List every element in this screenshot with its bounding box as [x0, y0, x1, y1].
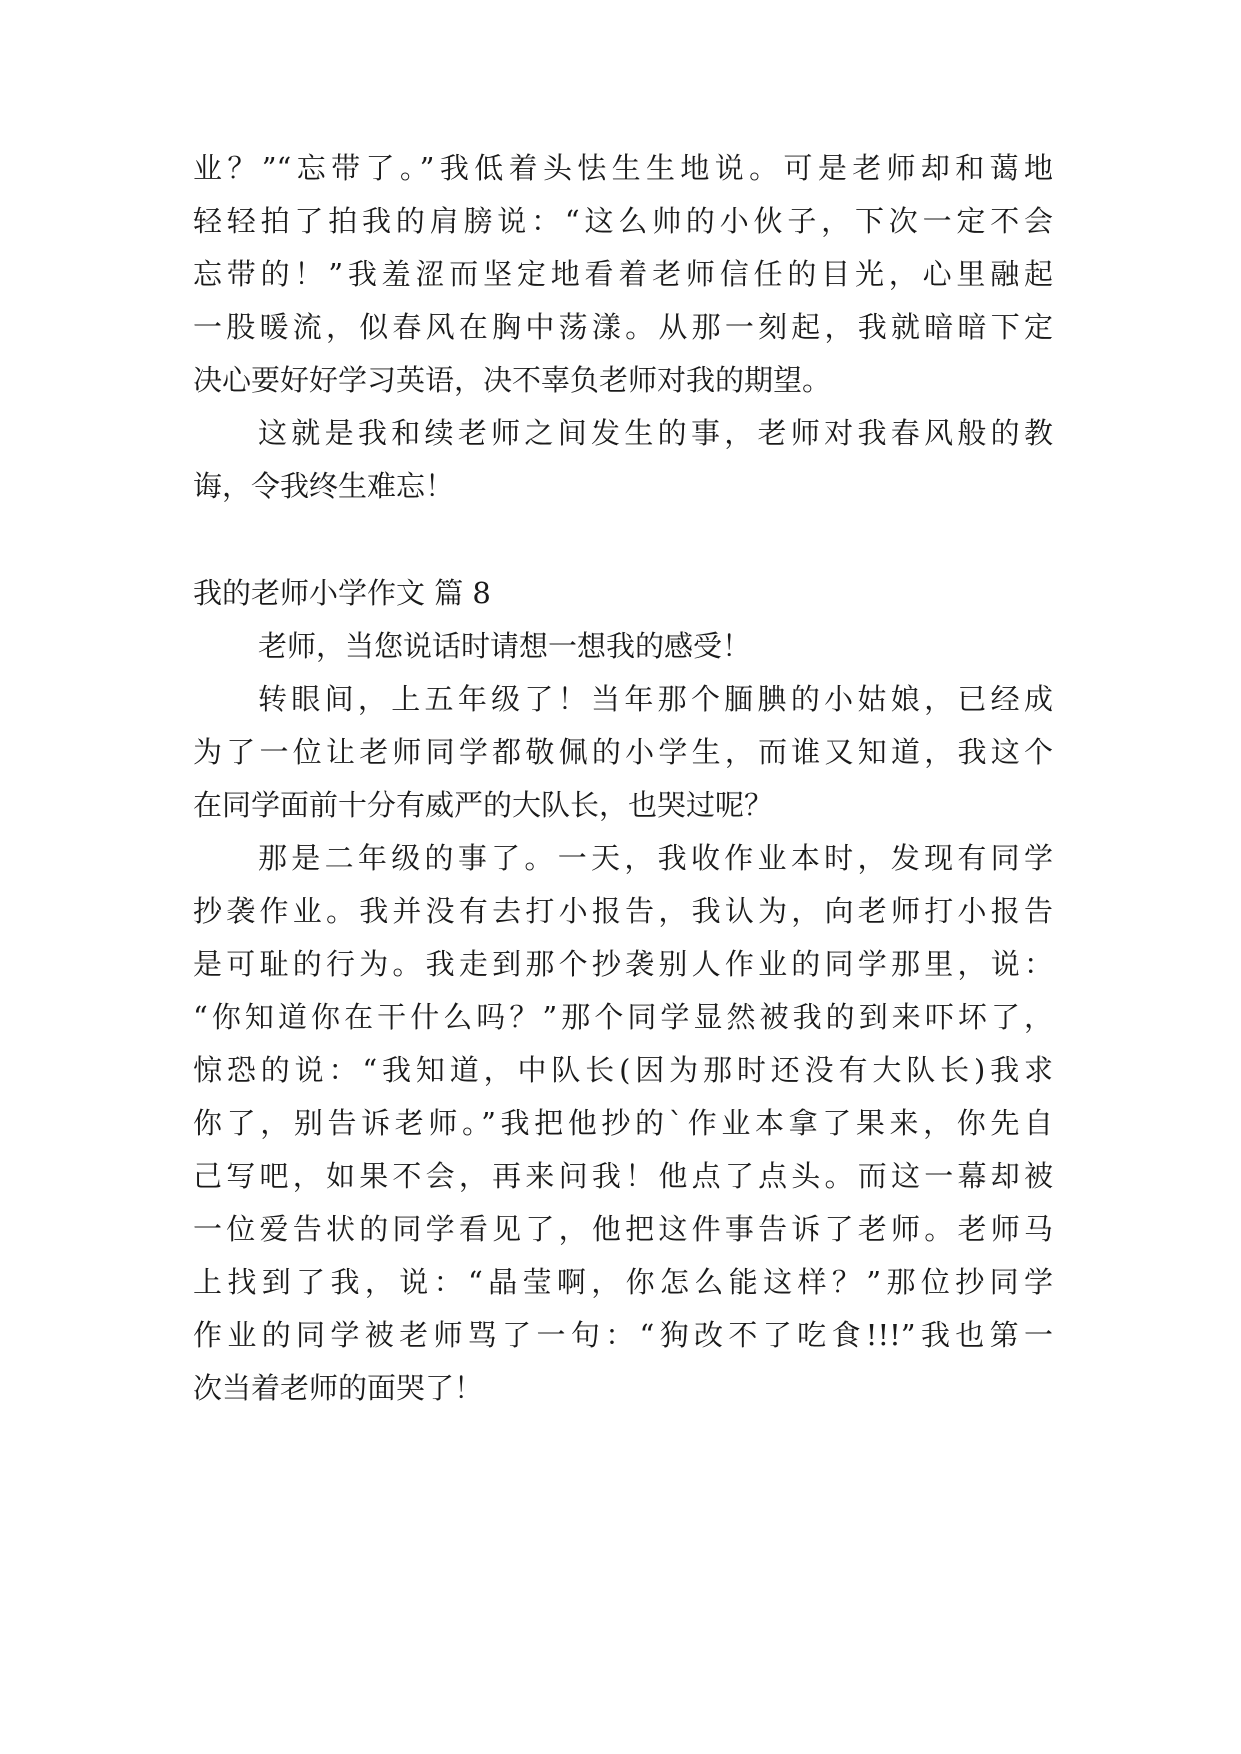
text-line: 你了，别告诉老师。”我把他抄的`作业本拿了果来，你先自: [193, 1106, 1053, 1140]
text-line: 己写吧，如果不会，再来问我！他点了点头。而这一幕却被: [193, 1159, 1053, 1193]
text-line: 一位爱告状的同学看见了，他把这件事告诉了老师。老师马: [193, 1212, 1053, 1246]
section-heading: 我的老师小学作文 篇 8: [193, 576, 491, 610]
text-line: 那是二年级的事了。一天，我收作业本时，发现有同学: [258, 841, 1053, 875]
text-line: 为了一位让老师同学都敬佩的小学生，而谁又知道，我这个: [193, 735, 1053, 769]
text-line: 抄袭作业。我并没有去打小报告，我认为，向老师打小报告: [193, 894, 1053, 928]
text-line: 轻轻拍了拍我的肩膀说：“这么帅的小伙子，下次一定不会: [193, 204, 1053, 238]
text-line: 上找到了我，说：“晶莹啊，你怎么能这样？”那位抄同学: [193, 1265, 1053, 1299]
text-line: 转眼间，上五年级了！当年那个腼腆的小姑娘，已经成: [258, 682, 1053, 716]
text-line: 诲，令我终生难忘！: [193, 469, 455, 503]
text-line: 次当着老师的面哭了！: [193, 1371, 484, 1405]
text-line: 这就是我和续老师之间发生的事，老师对我春风般的教: [258, 416, 1053, 450]
text-line: 业？”“忘带了。”我低着头怯生生地说。可是老师却和蔼地: [193, 151, 1053, 185]
text-line: 是可耻的行为。我走到那个抄袭别人作业的同学那里，说：: [193, 947, 1053, 981]
text-line: 作业的同学被老师骂了一句：“狗改不了吃食!!!”我也第一: [193, 1318, 1053, 1352]
text-line: 惊恐的说：“我知道，中队长(因为那时还没有大队长)我求: [193, 1053, 1053, 1087]
text-line: “你知道你在干什么吗？”那个同学显然被我的到来吓坏了，: [193, 1000, 1053, 1034]
text-line: 老师，当您说话时请想一想我的感受！: [258, 629, 752, 663]
text-line: 一股暖流，似春风在胸中荡漾。从那一刻起，我就暗暗下定: [193, 310, 1053, 344]
text-line: 在同学面前十分有威严的大队长，也哭过呢？: [193, 788, 774, 822]
text-line: 忘带的！”我羞涩而坚定地看着老师信任的目光，心里融起: [193, 257, 1053, 291]
text-line: 决心要好好学习英语，决不辜负老师对我的期望。: [193, 363, 832, 397]
